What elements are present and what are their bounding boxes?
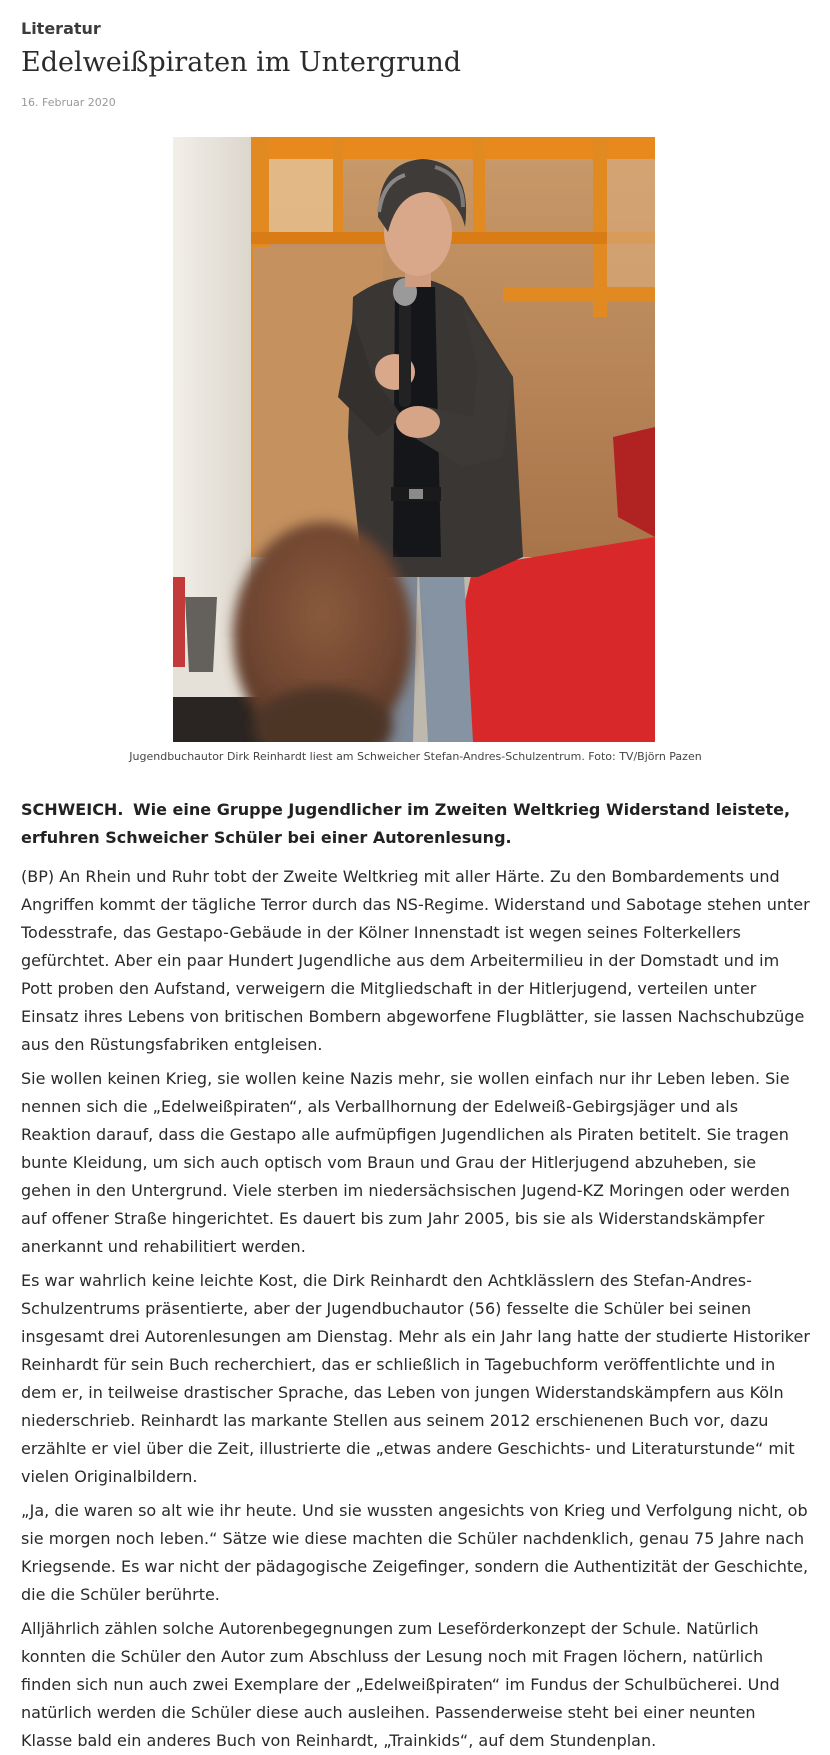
article-paragraph: „Ja, die waren so alt wie ihr heute. Und sie wussten angesichts von Krieg und Verfolgung nicht, ob sie morgen noch leben.“ Sätze wie diese machten die Schüler nachdenklich, genau 75 Jahre nach Kriegsende. Es war nicht der pädagogische Zeigefinger, sondern die Authentizität der Geschichte, die die Schüler berührte.	[21, 1501, 809, 1604]
photo-illustration	[173, 137, 655, 742]
article-lead	[21, 796, 810, 852]
article-paragraph: (BP) An Rhein und Ruhr tobt der Zweite Weltkrieg mit aller Härte. Zu den Bombardements und Angriffen kommt der tägliche Terror durch das NS-Regime. Widerstand und Sabotage stehen unter Todesstrafe, das Gestapo-Gebäude in der Kölner Innenstadt ist wegen seines Folterkellers gefürchtet. Aber ein paar Hundert Jugendliche aus dem Arbeitermilieu in der Domstadt und im Pott proben den Aufstand, verweigern die Mitgliedschaft in der Hitlerjugend, verteilen unter Einsatz ihres Lebens von britischen Bombern abgeworfene Flugblätter, sie lassen Nachschubzüge aus den Rüstungsfabriken entgleisen.	[21, 867, 810, 1054]
article-date: 16. Februar 2020	[21, 96, 116, 109]
article-title: Edelweißpiraten im Untergrund	[21, 47, 462, 78]
article-category: Literatur	[21, 19, 101, 38]
image-caption: Jugendbuchautor Dirk Reinhardt liest am Schweicher Stefan-Andres-Schulzentrum. Foto: TV/Björn Pazen	[129, 750, 702, 763]
article-paragraph: Es war wahrlich keine leichte Kost, die Dirk Reinhardt den Achtklässlern des Stefan-Andres-Schulzentrums präsentierte, aber der Jugendbuchautor (56) fesselte die Schüler bei seinen insgesamt drei Autorenlesungen am Dienstag. Mehr als ein Jahr lang hatte der studierte Historiker Reinhardt für sein Buch recherchiert, das er schließlich in Tagebuchform veröffentlichte und in dem er, in teilweise drastischer Sprache, das Leben von jungen Widerstandskämpfern aus Köln niederschrieb. Reinhardt las markante Stellen aus seinem 2012 erschienenen Buch vor, dazu erzählte er viel über die Zeit, illustrierte die „etwas andere Geschichts- und Literaturstunde“ mit vielen Originalbildern.	[21, 1271, 810, 1486]
article-figure	[21, 137, 810, 765]
lead-location: SCHWEICH.	[21, 800, 124, 819]
article-photo	[173, 137, 655, 742]
article-paragraph: Sie wollen keinen Krieg, sie wollen keine Nazis mehr, sie wollen einfach nur ihr Leben leben. Sie nennen sich die „Edelweißpiraten“, als Verballhornung der Edelweiß-Gebirgsjäger und als Reaktion darauf, dass die Gestapo alle aufmüpfigen Jugendlichen als Piraten betitelt. Sie tragen bunte Kleidung, um sich auch optisch vom Braun und Grau der Hitlerjugend abzuheben, sie gehen in den Untergrund. Viele sterben im niedersächsischen Jugend-KZ Moringen oder werden auf offener Straße hingerichtet. Es dauert bis zum Jahr 2005, bis sie als Widerstandskämpfer anerkannt und rehabilitiert werden.	[21, 1069, 790, 1256]
lead-text: Wie eine Gruppe Jugendlicher im Zweiten Weltkrieg Widerstand leistete, erfuhren Schweicher Schüler bei einer Autorenlesung.	[21, 800, 791, 847]
article-paragraph: Alljährlich zählen solche Autorenbegegnungen zum Leseförderkonzept der Schule. Natürlich konnten die Schüler den Autor zum Abschluss der Lesung noch mit Fragen löchern, natürlich finden sich nun auch zwei Exemplare der „Edelweißpiraten“ im Fundus der Schulbücherei. Und natürlich werden die Schüler diese auch ausleihen. Passenderweise steht bei einer neunten Klasse bald ein anderes Buch von Reinhardt, „Trainkids“, auf dem Stundenplan.	[21, 1619, 780, 1750]
